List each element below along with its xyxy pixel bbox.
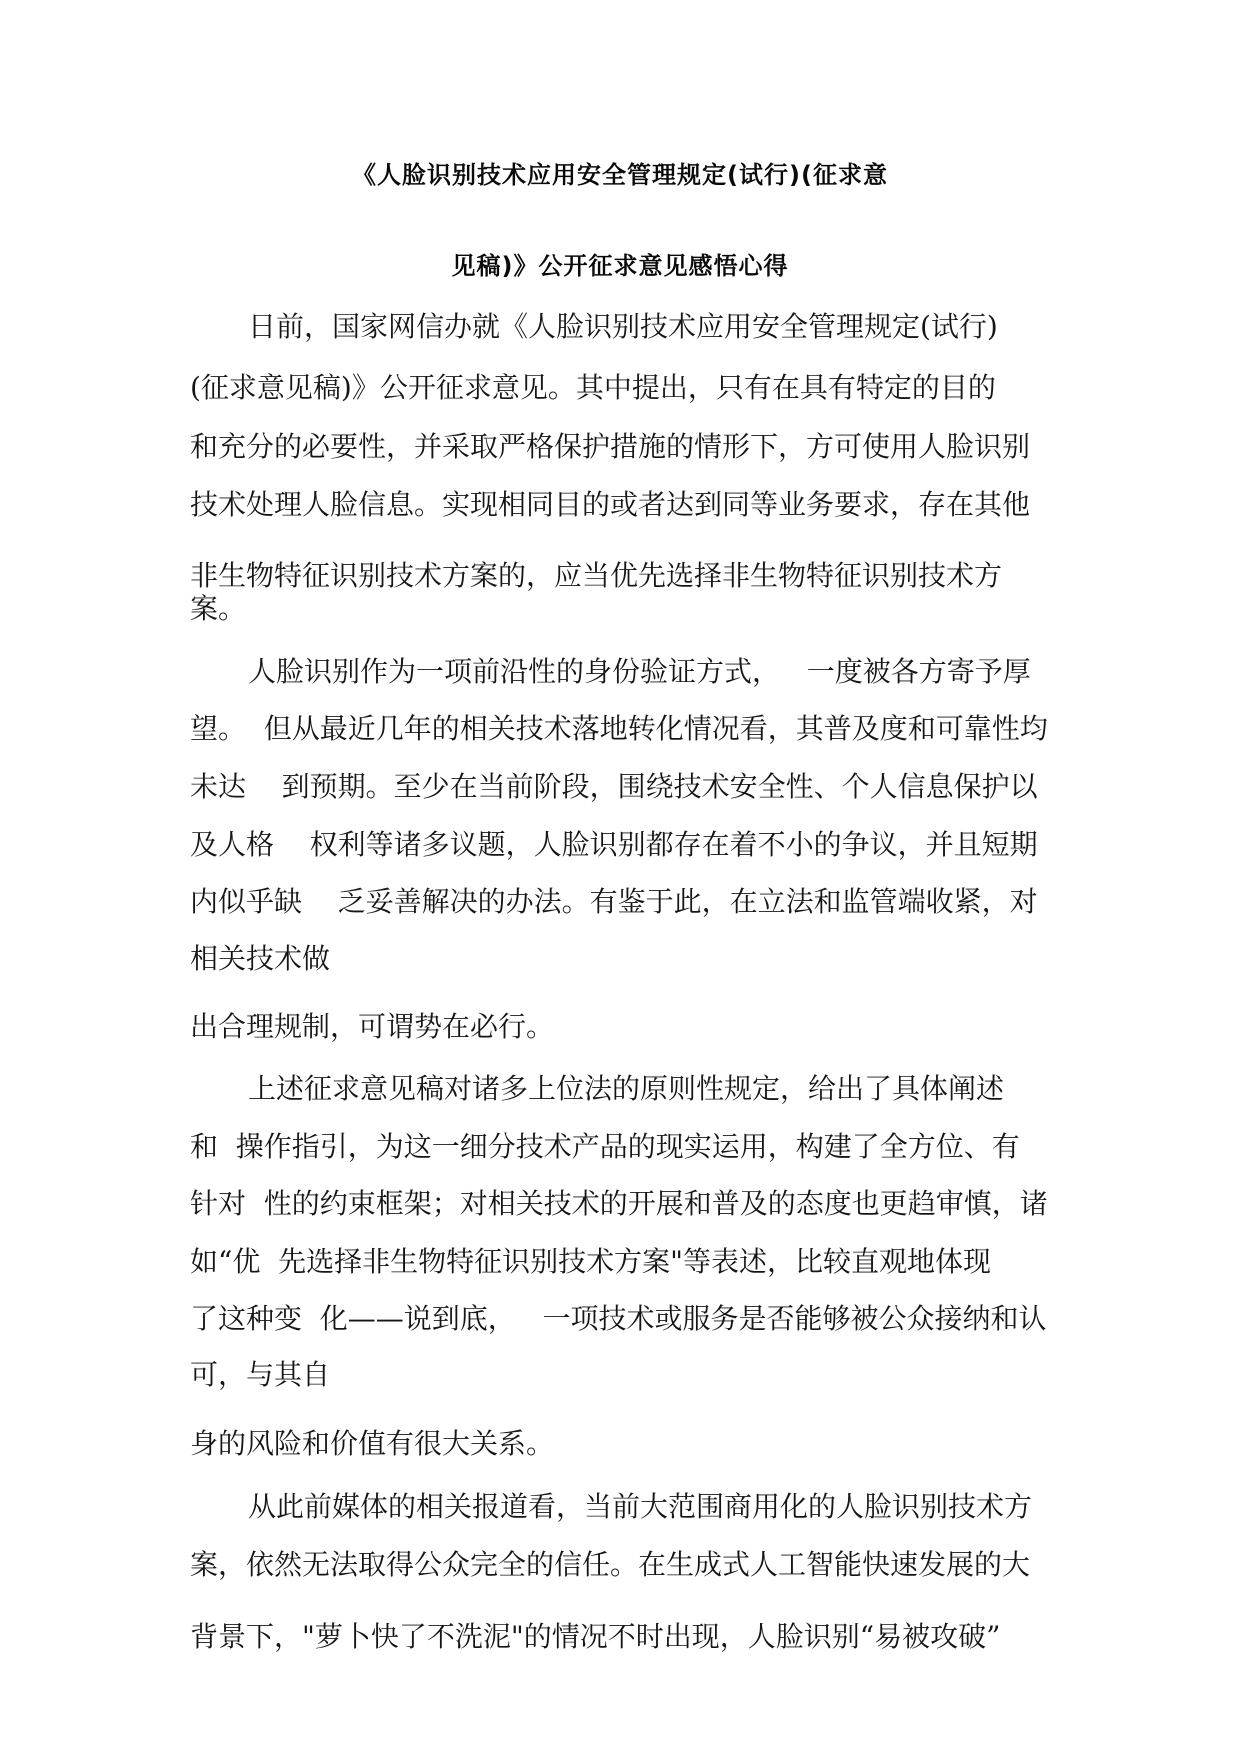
document-title-line-1: 《人脸识别技术应用安全管理规定(试行)(征求意 (352, 161, 888, 189)
body-line: 和 操作指引，为这一细分技术产品的现实运用，构建了全方位、有 (190, 1130, 1020, 1163)
body-line: 望。 但从最近几年的相关技术落地转化情况看，其普及度和可靠性均 (190, 712, 1048, 745)
body-line: 身的风险和价值有很大关系。 (190, 1427, 555, 1460)
body-line: 了这种变 化——说到底， 一项技术或服务是否能够被公众接纳和认 (190, 1302, 1047, 1335)
body-line: 和充分的必要性，并采取严格保护措施的情形下，方可使用人脸识别 (190, 430, 1031, 463)
body-line: 案，依然无法取得公众完全的信任。在生成式人工智能快速发展的大 (190, 1548, 1031, 1581)
body-line: 未达 到预期。至少在当前阶段，围绕技术安全性、个人信息保护以 (190, 770, 1038, 803)
body-line: 可，与其自 (190, 1358, 331, 1391)
body-line: 背景下，"萝卜快了不洗泥"的情况不时出现，人脸识别“易被攻破” (190, 1620, 1001, 1653)
body-line: 非生物特征识别技术方案的，应当优先选择非生物特征识别技术方 (190, 559, 1003, 592)
body-line: 从此前媒体的相关报道看，当前大范围商用化的人脸识别技术方 (248, 1490, 1033, 1523)
body-line: 内似乎缺 乏妥善解决的办法。有鉴于此，在立法和监管端收紧，对 (190, 885, 1038, 918)
body-line: 案。 (190, 592, 247, 625)
body-line: 技术处理人脸信息。实现相同目的或者达到同等业务要求，存在其他 (190, 488, 1031, 521)
body-line: 上述征求意见稿对诸多上位法的原则性规定，给出了具体阐述 (248, 1072, 1005, 1105)
body-line: 人脸识别作为一项前沿性的身份验证方式， 一度被各方寄予厚 (248, 655, 1031, 688)
body-line: 相关技术做 (190, 942, 331, 975)
body-line: 针对 性的约束框架；对相关技术的开展和普及的态度也更趋审慎，诸 (190, 1187, 1048, 1220)
body-line: 及人格 权利等诸多议题，人脸识别都存在着不小的争议，并且短期 (190, 828, 1038, 861)
body-line: 日前，国家网信办就《人脸识别技术应用安全管理规定(试行) (248, 310, 998, 343)
body-line: 如“优 先选择非生物特征识别技术方案"等表述，比较直观地体现 (190, 1245, 991, 1278)
document-title-line-2: 见稿)》公开征求意见感悟心得 (451, 252, 789, 280)
body-line: (征求意见稿)》公开征求意见。其中提出，只有在具有特定的目的 (190, 371, 996, 404)
body-line: 出合理规制，可谓势在必行。 (190, 1010, 555, 1043)
